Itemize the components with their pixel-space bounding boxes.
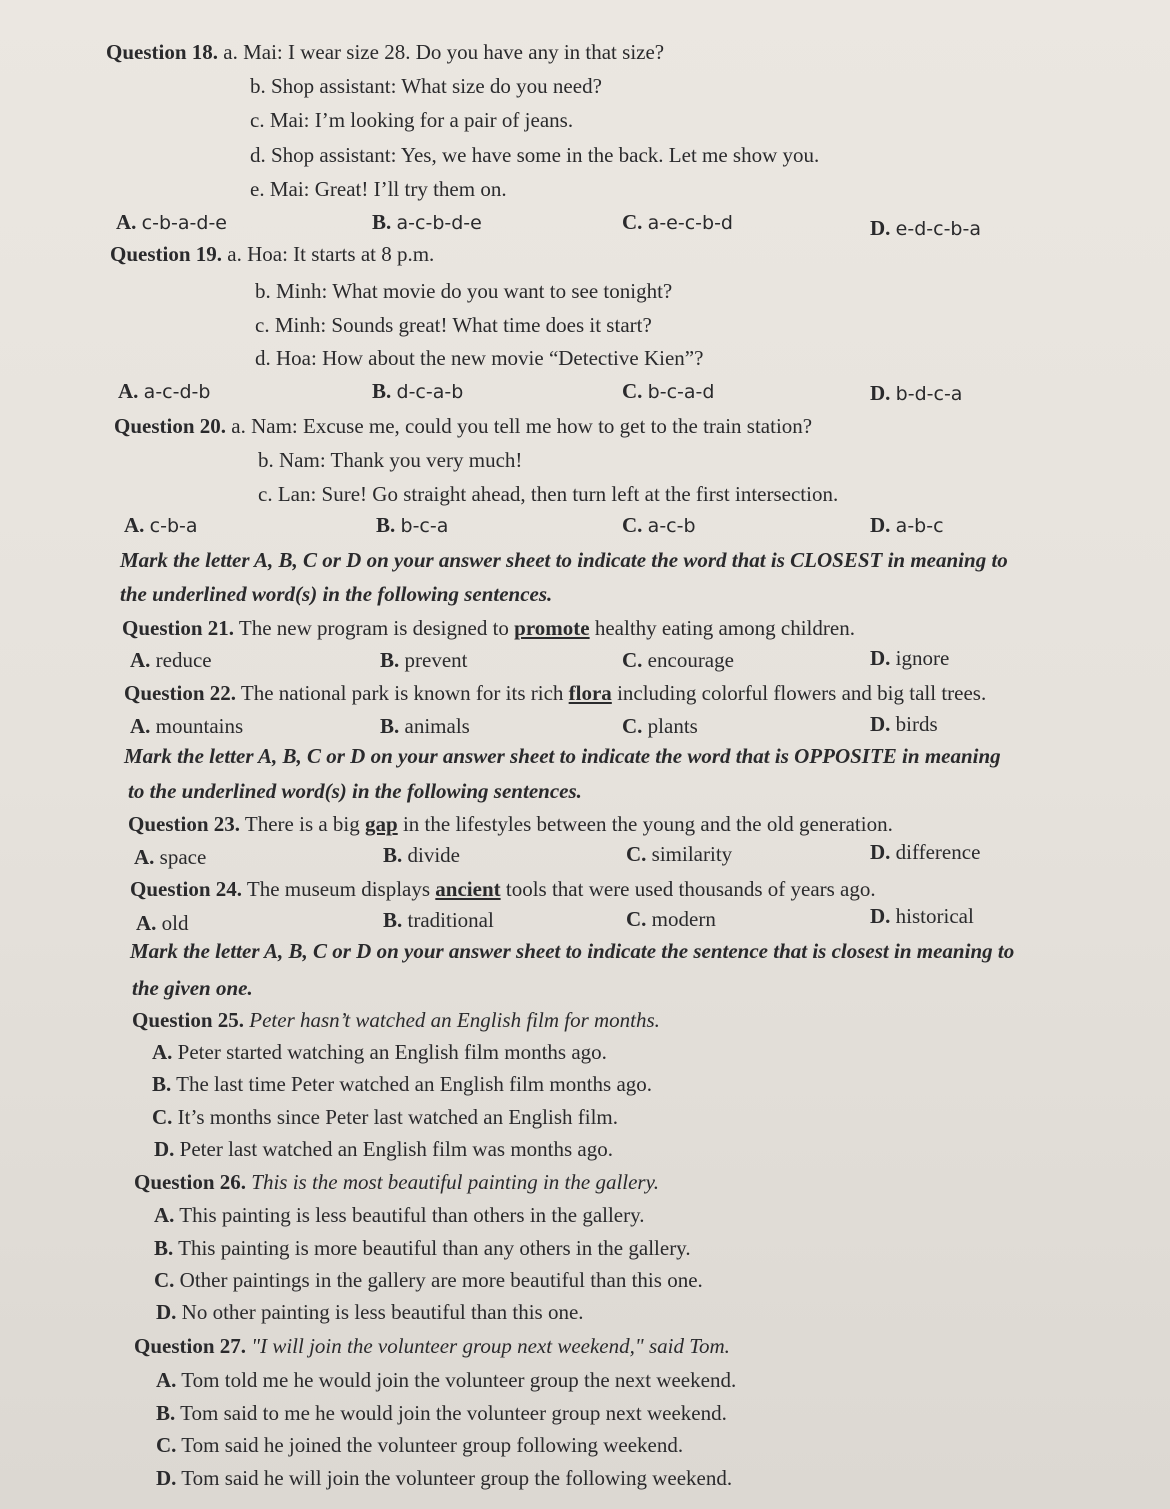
option-c[interactable]	[152, 1103, 618, 1131]
question-label: Question 26.	[134, 1170, 247, 1194]
option-letter: C.	[622, 513, 643, 537]
option-text: modern	[651, 907, 716, 931]
option-letter: C.	[626, 907, 647, 931]
option-letter: D.	[156, 1300, 177, 1324]
option-letter: D.	[870, 513, 891, 537]
option-text: This painting is more beautiful than any others in the gallery.	[178, 1236, 691, 1260]
option-letter: B.	[152, 1072, 172, 1096]
option-text: old	[161, 911, 189, 935]
option-letter: B.	[380, 714, 400, 738]
option-b[interactable]	[152, 1070, 652, 1098]
option-letter: B.	[156, 1401, 176, 1425]
question-text: including colorful flowers and big tall trees.	[617, 681, 987, 705]
option-text: Tom said he joined the volunteer group following weekend.	[181, 1433, 684, 1457]
option-letter: D.	[870, 216, 891, 240]
option-a[interactable]	[134, 843, 206, 871]
dialogue-line: d. Shop assistant: Yes, we have some in the back. Let me show you.	[250, 143, 820, 167]
option-text: Peter last watched an English film was months ago.	[179, 1137, 614, 1161]
option-text: c-b-a	[149, 515, 198, 537]
option-a[interactable]	[130, 712, 243, 740]
question-label: Question 24.	[130, 877, 243, 901]
instruction-opposite-cont: to the underlined word(s) in the following sentences.	[128, 779, 582, 803]
option-text: a-b-c	[895, 515, 944, 537]
option-text: encourage	[647, 648, 734, 672]
option-d[interactable]	[156, 1464, 732, 1492]
option-text: Tom told me he would join the volunteer group the next weekend.	[181, 1368, 737, 1392]
option-text: d-c-a-b	[396, 381, 464, 403]
question-23	[128, 810, 893, 838]
option-letter: D.	[870, 904, 891, 928]
option-letter: C.	[622, 210, 643, 234]
option-b[interactable]	[383, 906, 494, 934]
option-d[interactable]	[870, 379, 962, 408]
option-text: The last time Peter watched an English film months ago.	[176, 1072, 653, 1096]
option-letter: A.	[154, 1203, 175, 1227]
question-26	[134, 1168, 659, 1196]
option-letter: B.	[154, 1236, 174, 1260]
question-19	[110, 240, 434, 268]
option-a[interactable]	[130, 646, 212, 674]
option-text: divide	[407, 843, 461, 867]
question-text: There is a big	[244, 812, 360, 836]
option-letter: D.	[870, 381, 891, 405]
underlined-word: flora	[568, 681, 612, 705]
option-b[interactable]	[372, 208, 482, 237]
option-b[interactable]	[156, 1399, 727, 1427]
option-text: b-c-a-d	[647, 381, 715, 403]
dialogue-line: a. Nam: Excuse me, could you tell me how to get to the train station?	[231, 414, 813, 438]
option-letter: A.	[118, 379, 139, 403]
question-text: The new program is designed to	[238, 616, 509, 640]
question-20	[114, 412, 812, 440]
option-letter: C.	[152, 1105, 173, 1129]
option-text: a-c-b-d-e	[396, 212, 482, 234]
option-a[interactable]	[136, 909, 189, 937]
option-text: e-d-c-b-a	[895, 218, 981, 240]
option-letter: C.	[622, 714, 643, 738]
option-d[interactable]	[870, 644, 949, 672]
option-text: birds	[895, 712, 938, 736]
question-label: Question 18.	[106, 40, 219, 64]
question-label: Question 23.	[128, 812, 241, 836]
option-text: Other paintings in the gallery are more beautiful than this one.	[179, 1268, 703, 1292]
option-letter: C.	[156, 1433, 177, 1457]
dialogue-line: b. Shop assistant: What size do you need?	[250, 74, 602, 98]
option-text: It’s months since Peter last watched an English film.	[177, 1105, 619, 1129]
option-d[interactable]	[870, 214, 981, 243]
underlined-word: gap	[365, 812, 398, 836]
option-letter: C.	[154, 1268, 175, 1292]
option-text: Tom said to me he would join the volunteer group next weekend.	[180, 1401, 727, 1425]
question-27	[134, 1332, 730, 1360]
question-text: The museum displays	[246, 877, 431, 901]
option-text: Peter started watching an English film months ago.	[177, 1040, 607, 1064]
option-letter: A.	[124, 513, 145, 537]
option-b[interactable]	[372, 377, 463, 406]
instruction-closest-cont: the underlined word(s) in the following sentences.	[120, 582, 553, 606]
option-letter: A.	[152, 1040, 173, 1064]
instruction-closest: Mark the letter A, B, C or D on your answer sheet to indicate the word that is CLOSEST in meaning to	[120, 548, 1008, 572]
option-text: Tom said he will join the volunteer group the following weekend.	[181, 1466, 733, 1490]
question-24	[130, 875, 876, 903]
question-text: The national park is known for its rich	[240, 681, 564, 705]
question-label: Question 27.	[134, 1334, 247, 1358]
dialogue-line: e. Mai: Great! I’ll try them on.	[250, 177, 507, 201]
question-21	[122, 614, 855, 642]
option-d[interactable]	[870, 511, 944, 540]
question-label: Question 22.	[124, 681, 237, 705]
option-text: No other painting is less beautiful than this one.	[181, 1300, 584, 1324]
option-c[interactable]	[626, 905, 716, 933]
instruction-sentence: Mark the letter A, B, C or D on your answer sheet to indicate the sentence that is closest in meaning to	[130, 939, 1015, 963]
dialogue-line: d. Hoa: How about the new movie “Detective Kien”?	[255, 346, 704, 370]
option-text: b-c-a	[400, 515, 449, 537]
dialogue-line: c. Mai: I’m looking for a pair of jeans.	[250, 108, 574, 132]
option-text: space	[159, 845, 207, 869]
option-b[interactable]	[376, 511, 448, 540]
option-a[interactable]	[116, 208, 227, 237]
option-letter: A.	[136, 911, 157, 935]
option-letter: D.	[154, 1137, 175, 1161]
question-18	[106, 38, 664, 66]
option-text: a-e-c-b-d	[647, 212, 733, 234]
dialogue-line: b. Nam: Thank you very much!	[258, 448, 523, 472]
option-d[interactable]	[154, 1135, 613, 1163]
question-prompt: "I will join the volunteer group next weekend," said Tom.	[251, 1334, 730, 1358]
question-22	[124, 679, 986, 707]
option-letter: D.	[870, 840, 891, 864]
option-letter: A.	[130, 714, 151, 738]
question-label: Question 25.	[132, 1008, 245, 1032]
option-b[interactable]	[380, 646, 468, 674]
option-text: a-c-d-b	[143, 381, 211, 403]
dialogue-line: a. Hoa: It starts at 8 p.m.	[227, 242, 435, 266]
option-b[interactable]	[380, 712, 470, 740]
option-text: mountains	[155, 714, 244, 738]
question-prompt: Peter hasn’t watched an English film for months.	[249, 1008, 660, 1032]
option-c[interactable]	[622, 646, 734, 674]
option-letter: B.	[383, 843, 403, 867]
option-text: historical	[895, 904, 974, 928]
option-text: a-c-b	[647, 515, 696, 537]
option-letter: B.	[380, 648, 400, 672]
option-text: traditional	[407, 908, 494, 932]
option-a[interactable]	[154, 1201, 645, 1229]
question-25	[132, 1006, 660, 1034]
question-prompt: This is the most beautiful painting in the gallery.	[251, 1170, 660, 1194]
option-text: similarity	[651, 842, 733, 866]
option-c[interactable]	[154, 1266, 703, 1294]
option-text: plants	[647, 714, 698, 738]
option-text: ignore	[895, 646, 950, 670]
dialogue-line: c. Lan: Sure! Go straight ahead, then turn left at the first intersection.	[258, 482, 839, 506]
option-b[interactable]	[154, 1234, 691, 1262]
option-c[interactable]	[626, 840, 732, 868]
option-letter: B.	[372, 210, 392, 234]
option-letter: D.	[870, 712, 891, 736]
option-text: animals	[404, 714, 470, 738]
question-text: in the lifestyles between the young and the old generation.	[402, 812, 893, 836]
option-d[interactable]	[870, 710, 938, 738]
question-label: Question 21.	[122, 616, 235, 640]
question-text: healthy eating among children.	[594, 616, 855, 640]
option-letter: B.	[376, 513, 396, 537]
option-a[interactable]	[156, 1366, 736, 1394]
option-c[interactable]	[622, 511, 696, 540]
option-letter: D.	[870, 646, 891, 670]
question-text: tools that were used thousands of years ago.	[505, 877, 876, 901]
option-a[interactable]	[124, 511, 198, 540]
option-c[interactable]	[156, 1431, 683, 1459]
option-c[interactable]	[622, 377, 714, 406]
dialogue-line: c. Minh: Sounds great! What time does it start?	[255, 313, 652, 337]
option-b[interactable]	[383, 841, 460, 869]
option-letter: D.	[156, 1466, 177, 1490]
underlined-word: promote	[514, 616, 590, 640]
option-c[interactable]	[622, 712, 698, 740]
option-a[interactable]	[152, 1038, 607, 1066]
option-letter: A.	[134, 845, 155, 869]
option-text: b-d-c-a	[895, 383, 963, 405]
option-c[interactable]	[622, 208, 733, 237]
option-letter: A.	[116, 210, 137, 234]
underlined-word: ancient	[435, 877, 501, 901]
option-d[interactable]	[870, 902, 974, 930]
option-letter: B.	[383, 908, 403, 932]
option-letter: C.	[622, 648, 643, 672]
option-letter: B.	[372, 379, 392, 403]
option-d[interactable]	[870, 838, 980, 866]
option-d[interactable]	[156, 1298, 584, 1326]
question-label: Question 20.	[114, 414, 227, 438]
option-text: This painting is less beautiful than others in the gallery.	[179, 1203, 645, 1227]
option-text: c-b-a-d-e	[141, 212, 227, 234]
option-letter: C.	[622, 379, 643, 403]
option-letter: C.	[626, 842, 647, 866]
option-text: prevent	[404, 648, 468, 672]
dialogue-line: b. Minh: What movie do you want to see tonight?	[255, 279, 673, 303]
option-a[interactable]	[118, 377, 210, 406]
dialogue-line: a. Mai: I wear size 28. Do you have any in that size?	[223, 40, 665, 64]
instruction-sentence-cont: the given one.	[132, 976, 253, 1000]
instruction-opposite: Mark the letter A, B, C or D on your answer sheet to indicate the word that is OPPOSITE in meaning	[124, 744, 1001, 768]
option-text: reduce	[155, 648, 212, 672]
option-text: difference	[895, 840, 981, 864]
option-letter: A.	[130, 648, 151, 672]
question-label: Question 19.	[110, 242, 223, 266]
option-letter: A.	[156, 1368, 177, 1392]
